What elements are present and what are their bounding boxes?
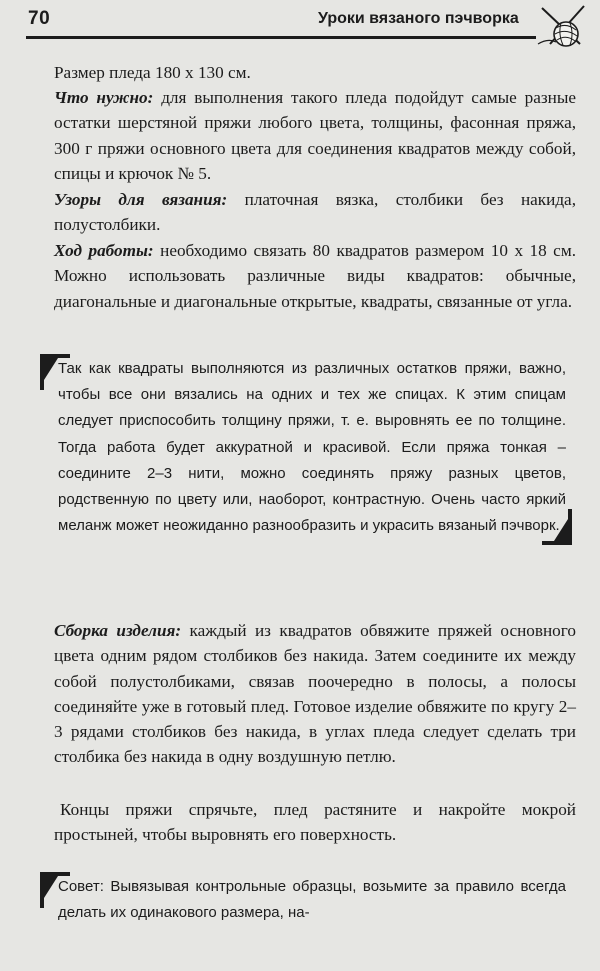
assembly-text: каждый из квадратов обвяжите пряжей основного цвета одним рядом столбиков без накида. Затем соедините их между собой полустолбиками, связав поочередно в полосы, а полосы соединяйте уже в готовый плед. Готовое изделие обвяжите по кругу 2–3 рядами столбиков без накида, в углах пледа следует сделать три столбика без накида в одну воздушную петлю. <box>54 621 576 767</box>
page-number: 70 <box>28 8 51 29</box>
assembly-label: Сборка изделия: <box>54 621 182 640</box>
tip-corner-top-left-icon <box>40 872 70 908</box>
needs-text: для выполнения такого пледа подойдут самые разные остатки шерстяной пряжи любого цвета, толщины, фасонная пряжа, 300 г пряжи основного цвета для соединения квадратов между собой, спицы и крючок № 5. <box>54 88 576 183</box>
header-rule <box>26 36 536 39</box>
tip-box <box>40 874 568 926</box>
corner-bottom-right-icon <box>542 509 572 545</box>
size-paragraph <box>54 60 576 85</box>
patterns-text: платочная вязка, столбики без накида, полустолбики. <box>54 190 576 235</box>
process-text: необходимо связать 80 квадратов размером 10 х 18 см. Можно использовать различные виды квадратов: обычные, диагональные и диагональные открытые, квадраты, связанные от угла. <box>54 241 576 311</box>
process-label: Ход работы: <box>54 241 154 260</box>
patterns-label: Узоры для вязания: <box>54 190 228 209</box>
needs-label: Что нужно: <box>54 88 154 107</box>
assembly-paragraph <box>54 618 576 770</box>
finish-text: Концы пряжи спрячьте, плед растяните и накройте мокрой простыней, чтобы выровнять его поверхность. <box>54 800 576 845</box>
yarn-ball-icon <box>536 4 592 48</box>
size-text: Размер пледа 180 х 130 см. <box>54 63 251 82</box>
tip-text: Совет: Вывязывая контрольные образцы, возьмите за правило всегда делать их одинакового размера, на- <box>58 878 566 922</box>
finish-paragraph <box>54 797 576 848</box>
process-paragraph <box>54 238 576 314</box>
running-title: Уроки вязаного пэчворка <box>318 10 519 27</box>
patterns-paragraph <box>54 187 576 238</box>
note-box <box>40 356 568 539</box>
corner-top-left-icon <box>40 354 70 390</box>
page-header <box>0 0 600 50</box>
note-text: Так как квадраты выполняются из различных остатков пряжи, важно, чтобы все они вязались на одних и тех же спицах. К этим спицам следует приспособить толщину пряжи, т. е. выровнять ее по толщине. Тогда работа будет аккуратной и красивой. Если пряжа тонкая – соедините 2–3 нити, можно соединять пряжу разных цветов, родственную по цвету или, наоборот, контрастную. Очень часто яркий меланж может неожиданно разнообразить и украсить вязаный пэчворк. <box>58 360 566 535</box>
needs-paragraph <box>54 85 576 186</box>
